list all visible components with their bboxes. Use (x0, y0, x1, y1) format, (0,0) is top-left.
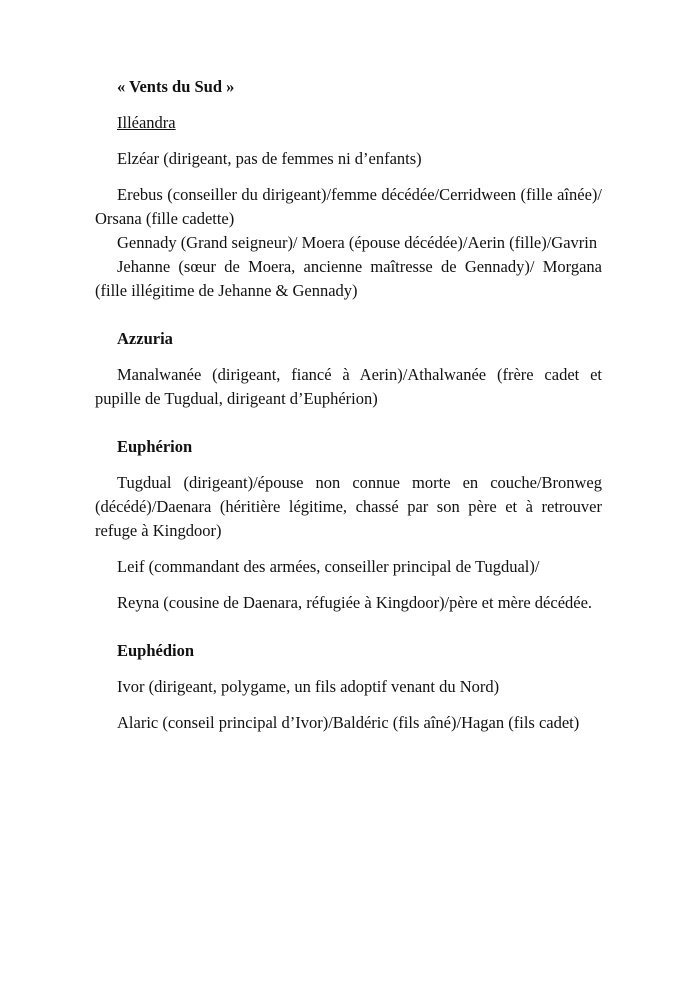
paragraph: Tugdual (dirigeant)/épouse non connue morte en couche/Bronweg (décédé)/Daenara (héritière légitime, chassé par son père et à retrouver refuge à Kingdoor) (95, 473, 602, 540)
section-heading-azzuria: Azzuria (117, 329, 173, 348)
document-body (95, 75, 602, 735)
section-heading-euphedion: Euphédion (117, 641, 195, 660)
paragraph: Gennady (Grand seigneur)/ Moera (épouse décédée)/Aerin (fille)/Gavrin (117, 233, 598, 252)
paragraph: Reyna (cousine de Daenara, réfugiée à Kingdoor)/père et mère décédée. (117, 593, 593, 612)
section-heading-illeandra: Illéandra (117, 113, 176, 132)
paragraph: Leif (commandant des armées, conseiller principal de Tugdual)/ (117, 557, 540, 576)
document-title: « Vents du Sud » (117, 77, 235, 96)
paragraph: Manalwanée (dirigeant, fiancé à Aerin)/Athalwanée (frère cadet et pupille de Tugdual, dirigeant d’Euphérion) (95, 365, 602, 408)
paragraph: Alaric (conseil principal d’Ivor)/Baldéric (fils aîné)/Hagan (fils cadet) (117, 713, 580, 732)
paragraph: Elzéar (dirigeant, pas de femmes ni d’enfants) (117, 149, 422, 168)
paragraph: Jehanne (sœur de Moera, ancienne maîtresse de Gennady)/ Morgana (fille illégitime de Jehanne & Gennady) (95, 257, 602, 300)
paragraph: Ivor (dirigeant, polygame, un fils adoptif venant du Nord) (117, 677, 500, 696)
paragraph: Erebus (conseiller du dirigeant)/femme décédée/Cerridween (fille aînée)/ Orsana (fille cadette) (95, 185, 602, 228)
section-heading-eupherion: Euphérion (117, 437, 193, 456)
